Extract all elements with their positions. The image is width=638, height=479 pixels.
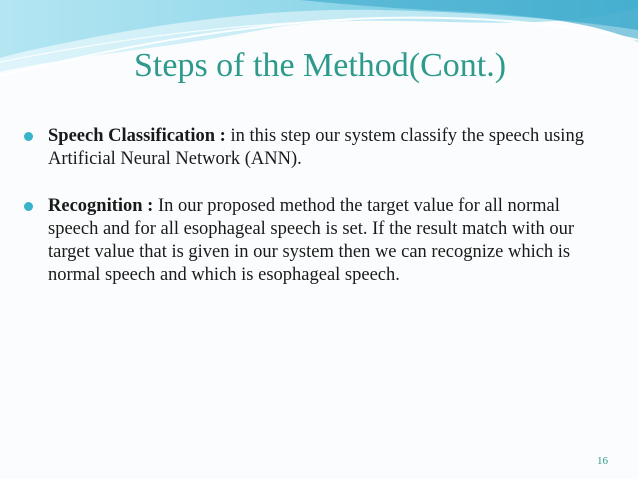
bullet-list	[20, 125, 610, 287]
bullet-text: In our proposed method the target value for all normal speech and for all esophageal speech is set. If the result match with our target value that is given in our system then we can recognize which is normal speech and which is esophageal speech.	[48, 196, 575, 285]
bullet-dot-icon	[24, 202, 33, 211]
bullet-dot-icon	[24, 132, 33, 141]
bullet-term: Speech Classification :	[48, 126, 231, 146]
bullet-speech-classification	[20, 125, 610, 171]
page-number: 16	[597, 455, 608, 467]
slide-title: Steps of the Method(Cont.)	[134, 47, 507, 84]
bullet-term: Recognition :	[48, 196, 158, 216]
bullet-text: in this step our system classify the speech using Artificial Neural Network (ANN).	[48, 126, 584, 169]
bullet-recognition	[20, 195, 610, 287]
